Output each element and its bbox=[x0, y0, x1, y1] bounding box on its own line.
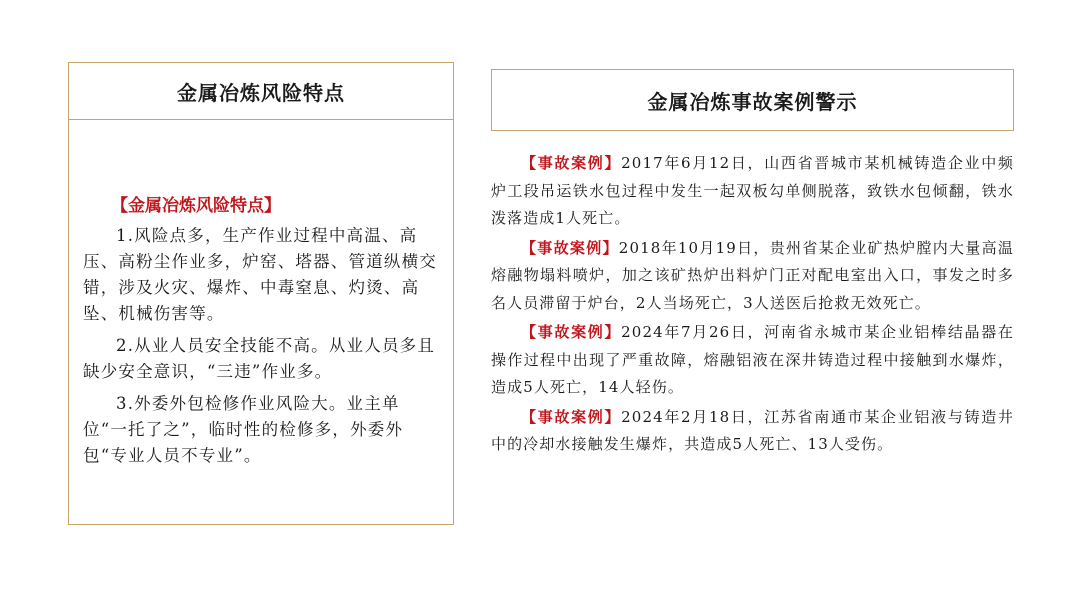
case-tag: 【事故案例】 bbox=[521, 407, 622, 426]
risk-item-1: 1.风险点多，生产作业过程中高温、高压、高粉尘作业多，炉窑、塔器、管道纵横交错，涉及火灾、爆炸、中毒窒息、灼烫、高坠、机械伤害等。 bbox=[83, 226, 437, 323]
accident-cases-list bbox=[491, 150, 1014, 461]
accident-case-2 bbox=[491, 235, 1014, 318]
accident-case-4 bbox=[491, 404, 1014, 459]
case-text: 2024年2月18日，江苏省南通市某企业铝液与铸造井中的冷却水接触发生爆炸，共造成5人死亡、13人受伤。 bbox=[491, 407, 1014, 453]
case-tag: 【事故案例】 bbox=[521, 154, 622, 172]
case-text: 2018年10月19日，贵州省某企业矿热炉膛内大量高温熔融物塌料喷炉，加之该矿热炉出料炉门正对配电室出入口，事发之时多名人员滞留于炉台，2人当场死亡，3人送医后抢救无效死亡。 bbox=[491, 238, 1014, 312]
risk-features-body bbox=[69, 193, 453, 475]
case-text: 2024年7月26日，河南省永城市某企业铝棒结晶器在操作过程中出现了严重故障，熔融铝液在深井铸造过程中接触到水爆炸，造成5人死亡，14人轻伤。 bbox=[491, 323, 1014, 396]
accident-case-1 bbox=[491, 150, 1014, 233]
case-tag: 【事故案例】 bbox=[521, 238, 619, 257]
accident-cases-title: 金属冶炼事故案例警示 bbox=[491, 69, 1014, 131]
risk-features-panel bbox=[68, 62, 454, 525]
case-tag: 【事故案例】 bbox=[521, 323, 622, 341]
risk-item-3: 3.外委外包检修作业风险大。业主单位“一托了之”，临时性的检修多，外委外包“专业人员不专业”。 bbox=[83, 394, 404, 465]
case-text: 2017年6月12日，山西省晋城市某机械铸造企业中频炉工段吊运铁水包过程中发生一起双板勾单侧脱落，致铁水包倾翻，铁水泼落造成1人死亡。 bbox=[491, 154, 1014, 227]
accident-case-3 bbox=[491, 319, 1014, 402]
risk-section-heading: 【金属冶炼风险特点】 bbox=[111, 196, 281, 216]
risk-features-title: 金属冶炼风险特点 bbox=[69, 63, 453, 120]
risk-item-2: 2.从业人员安全技能不高。从业人员多且缺少安全意识，“三违”作业多。 bbox=[83, 336, 436, 381]
